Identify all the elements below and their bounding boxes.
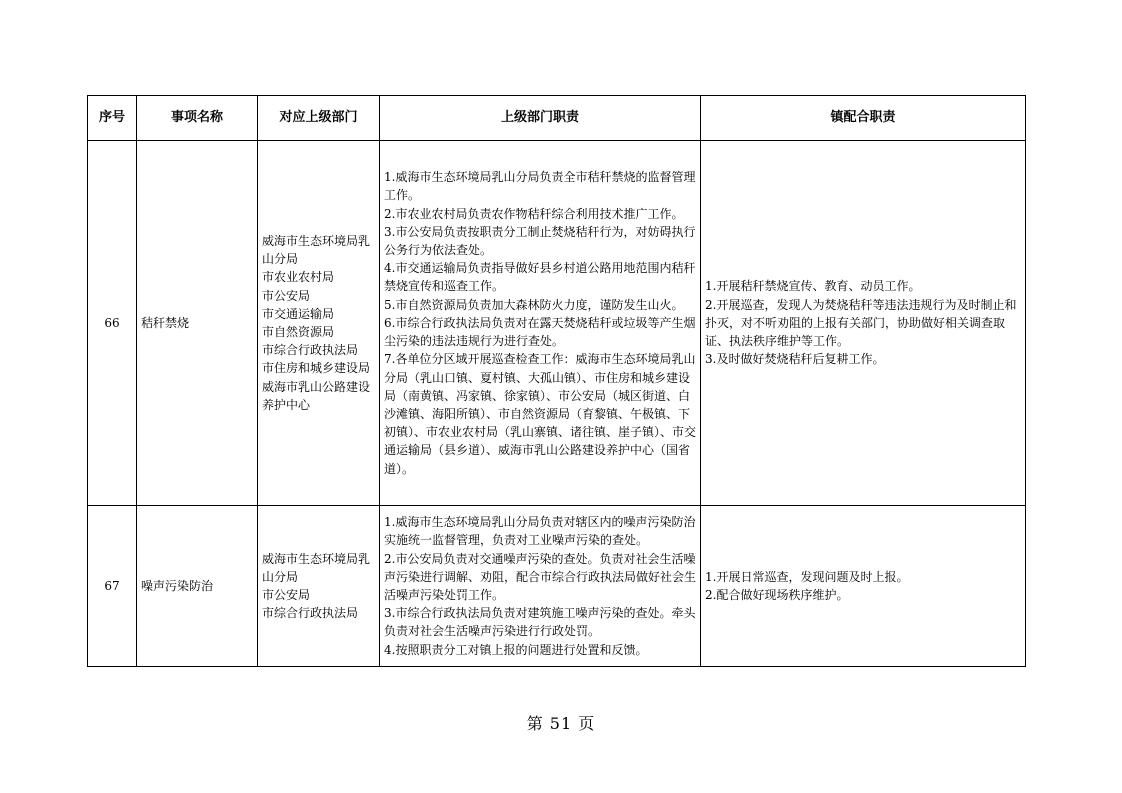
department-line: 威海市乳山公路建设养护中心 [262, 379, 371, 412]
responsibility-table [87, 95, 1026, 667]
department-line: 威海市生态环境局乳山分局 [262, 233, 371, 267]
department-duties [380, 141, 701, 506]
duty-item: 1.威海市生态环境局乳山分局负责全市秸秆禁烧的监督管理工作。 [384, 170, 696, 203]
table-row [88, 506, 1026, 667]
header-superior-department: 对应上级部门 [258, 96, 380, 141]
header-town-duties: 镇配合职责 [701, 96, 1026, 141]
duty-item: 3.市综合行政执法局负责对建筑施工噪声污染的查处。牵头负责对社会生活噪声污染进行行政处罚。 [384, 606, 696, 639]
department-line: 市综合行政执法局 [262, 606, 359, 621]
department-line: 市住房和城乡建设局 [262, 361, 371, 376]
header-serial-number: 序号 [88, 96, 137, 141]
row-number: 67 [88, 506, 137, 667]
duty-item: 2.市农业农村局负责农作物秸秆综合利用技术推广工作。 [384, 206, 684, 221]
duty-item: 5.市自然资源局负责加大森林防火力度，谨防发生山火。 [384, 297, 684, 312]
town-duties [701, 141, 1026, 506]
duty-item: 4.按照职责分工对镇上报的问题进行处置和反馈。 [384, 642, 648, 657]
town-duties [701, 506, 1026, 667]
duty-item: 7.各单位分区域开展巡查检查工作：威海市生态环境局乳山分局（乳山口镇、夏村镇、大孤山镇）、市住房和城乡建设局（南黄镇、冯家镇、徐家镇）、市公安局（城区街道、白沙滩镇、海阳所镇）、市自然资源局（育黎镇、午极镇、下初镇）、市农业农村局（乳山寨镇、诸往镇、崖子镇）、市交通运输局（县乡道）、威海市乳山公路建设养护中心（国省道）。 [384, 352, 697, 476]
department-duties [380, 506, 701, 667]
town-duty-item: 3.及时做好焚烧秸秆后复耕工作。 [705, 352, 885, 367]
item-name: 秸秆禁烧 [137, 141, 258, 506]
department-line: 市公安局 [262, 588, 311, 602]
page-number: 第 51 页 [526, 714, 596, 733]
row-number: 66 [88, 141, 137, 506]
department-list [258, 141, 380, 506]
header-department-duties: 上级部门职责 [380, 96, 701, 141]
duty-item: 6.市综合行政执法局负责对在露天焚烧秸秆或垃圾等产生烟尘污染的违法违规行为进行查处。 [384, 315, 696, 349]
duty-item: 1.威海市生态环境局乳山分局负责对辖区内的噪声污染防治实施统一监督管理，负责对工业噪声污染的查处。 [384, 515, 696, 548]
department-line: 威海市生态环境局乳山分局 [262, 551, 371, 584]
town-duty-item: 2.配合做好现场秩序维护。 [705, 588, 849, 602]
town-duty-item: 1.开展秸秆禁烧宣传、教育、动员工作。 [705, 279, 921, 294]
header-item-name: 事项名称 [137, 96, 258, 141]
department-line: 市自然资源局 [262, 325, 335, 339]
department-line: 市交通运输局 [262, 306, 335, 321]
department-list [258, 506, 380, 667]
department-line: 市公安局 [262, 288, 311, 303]
header-row [88, 96, 1026, 141]
item-name: 噪声污染防治 [137, 506, 258, 667]
department-line: 市综合行政执法局 [262, 343, 359, 358]
duty-item: 4.市交通运输局负责指导做好县乡村道公路用地范围内秸秆禁烧宣传和巡查工作。 [384, 261, 696, 294]
duty-item: 3.市公安局负责按职责分工制止焚烧秸秆行为，对妨碍执行公务行为依法查处。 [384, 224, 696, 258]
department-line: 市农业农村局 [262, 270, 335, 285]
town-duty-item: 2.开展巡查，发现人为焚烧秸秆等违法违规行为及时制止和扑灭，对不听劝阻的上报有关部门，协助做好相关调查取证、执法秩序维护等工作。 [705, 297, 1017, 349]
duty-item: 2.市公安局负责对交通噪声污染的查处。负责对社会生活噪声污染进行调解、劝阻，配合市综合行政执法局做好社会生活噪声污染处罚工作。 [384, 551, 697, 602]
table-row [88, 141, 1026, 506]
town-duty-item: 1.开展日常巡查，发现问题及时上报。 [705, 569, 909, 584]
